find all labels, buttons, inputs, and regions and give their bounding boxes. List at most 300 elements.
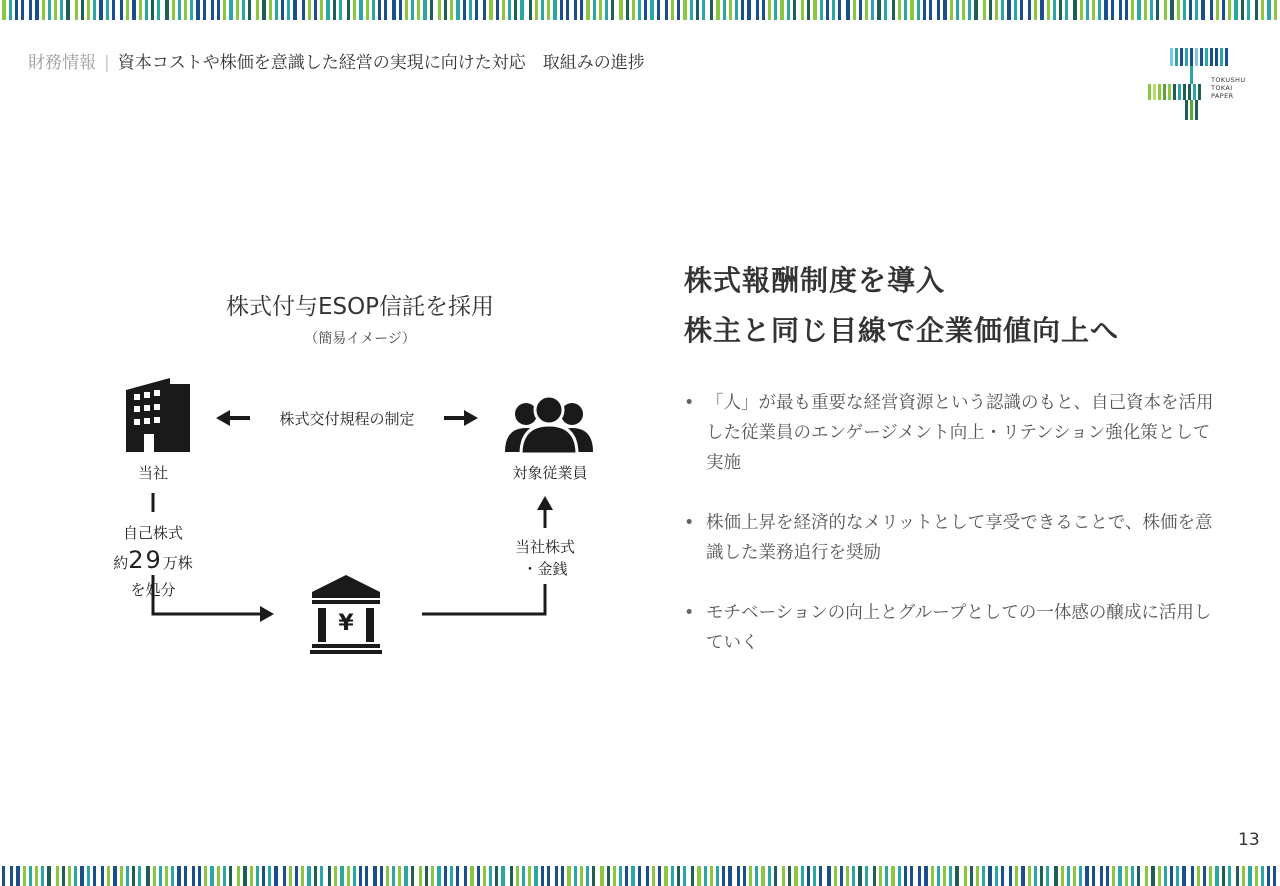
stripe-bar [431, 866, 434, 886]
stripe-bar [918, 866, 921, 886]
stripe-bar [755, 866, 758, 886]
stripe-bar [723, 0, 726, 20]
stripe-bar [859, 0, 862, 20]
bullet-list [684, 388, 1224, 688]
stripe-bar [955, 866, 959, 886]
stripe-bar [937, 0, 940, 20]
distribution-line-2: ・金銭 [522, 560, 568, 578]
stripe-bar [334, 866, 337, 886]
stripe-bar [988, 866, 992, 886]
stripe-bar [964, 866, 967, 886]
stripe-bar [877, 0, 881, 20]
stripe-bar [301, 866, 304, 886]
stripe-bar [464, 866, 467, 886]
stripe-bar [801, 0, 804, 20]
stripe-bar [898, 866, 901, 886]
stripe-bar [1073, 866, 1076, 886]
bottom-stripe-band [0, 866, 1280, 886]
stripe-bar [456, 866, 459, 886]
stripe-bar [891, 866, 895, 886]
stripe-bar [586, 866, 589, 886]
page-number: 13 [1238, 830, 1260, 850]
stripe-bar [1067, 866, 1070, 886]
stripe-bar [1248, 866, 1252, 886]
stripe-bar [858, 866, 862, 886]
stripe-bar [237, 866, 240, 886]
stripe-bar [704, 866, 707, 886]
stripe-bar [501, 866, 505, 886]
stripe-bar [444, 866, 447, 886]
stripe-bar [949, 866, 952, 886]
stripe-bar [1054, 866, 1058, 886]
stripe-bar [353, 866, 356, 886]
disposal-number: 29 [128, 546, 163, 574]
stripe-bar [289, 866, 292, 886]
stripe-bar [87, 866, 90, 886]
stripe-bar [1170, 0, 1174, 20]
stripe-bar [741, 0, 744, 20]
stripe-bar [865, 0, 868, 20]
stripe-bar [340, 866, 344, 886]
stripe-bar [1111, 0, 1114, 20]
stripe-bar [774, 0, 777, 20]
distribution-label [490, 536, 600, 580]
stripe-bar [1255, 0, 1258, 20]
stripe-bar [138, 866, 141, 886]
logo-line-1: TOKUSHU [1211, 76, 1246, 84]
stripe-bar [295, 866, 298, 886]
stripe-bar [1104, 0, 1108, 20]
page-title: 資本コストや株価を意識した経営の実現に向けた対応 取組みの進捗 [117, 53, 645, 73]
stripe-bar [793, 0, 796, 20]
stripe-bar [1065, 0, 1068, 20]
stripe-bar [1106, 866, 1109, 886]
stripe-bar [788, 866, 791, 886]
stripe-bar [1176, 866, 1179, 886]
stripe-bar [483, 866, 486, 886]
stripe-bar [1080, 0, 1083, 20]
stripe-bar [1183, 0, 1186, 20]
stripe-bar [834, 866, 837, 886]
diagram-subtitle: （簡易イメージ） [304, 331, 416, 347]
stripe-bar [976, 866, 979, 886]
headline-line-1: 株式報酬制度を導入 [684, 264, 946, 297]
stripe-bar [728, 866, 732, 886]
stripe-bar [702, 0, 705, 20]
stripe-bar [722, 866, 725, 886]
stripe-bar [607, 866, 610, 886]
stripe-bar [398, 866, 401, 886]
stripe-bar [923, 0, 926, 20]
stripe-bar [989, 0, 992, 20]
stripe-bar [10, 866, 13, 886]
stripe-bar [404, 866, 408, 886]
logo-line-3: PAPER [1211, 92, 1234, 100]
disposal-arrow-head [260, 606, 274, 622]
stripe-bar [813, 0, 817, 20]
stripe-bar [1191, 866, 1194, 886]
stripe-bar [1222, 0, 1225, 20]
stripe-bar [762, 0, 765, 20]
stripe-bar [386, 866, 389, 886]
stripe-bar [392, 866, 395, 886]
stripe-bar [126, 866, 129, 886]
stripe-bar [41, 866, 44, 886]
stripe-bar [625, 866, 628, 886]
bullet-item: • モチベーションの向上とグループとしての一体感の醸成に活用していく [684, 598, 1224, 658]
stripe-bar [592, 866, 595, 886]
stripe-bar [198, 866, 201, 886]
diagram-title: 株式付与ESOP信託を採用 [225, 294, 495, 320]
stripe-bar [1028, 866, 1031, 886]
stripe-bar [541, 866, 544, 886]
stripe-bar [365, 866, 368, 886]
stripe-bar [1137, 866, 1140, 886]
stripe-bar [223, 866, 226, 886]
stripe-bar [819, 866, 822, 886]
stripe-bar [716, 866, 719, 886]
disposal-unit: 万株 [162, 554, 193, 572]
stripe-bar [737, 866, 740, 886]
stripe-bar [956, 0, 959, 20]
stripe-bar [101, 866, 104, 886]
stripe-bar [1100, 866, 1103, 886]
logo-vertical-bars [1185, 66, 1198, 120]
stripe-bar [950, 0, 953, 20]
stripe-bar [613, 866, 616, 886]
stripe-bar [832, 0, 835, 20]
stripe-bar [970, 866, 973, 886]
stripe-bar [768, 866, 771, 886]
stripe-bar [16, 866, 20, 886]
stripe-bar [646, 866, 649, 886]
stripe-bar [983, 0, 986, 20]
stripe-bar [555, 866, 558, 886]
stripe-bar [1236, 866, 1239, 886]
stripe-bar [683, 866, 686, 886]
stripe-bar [256, 866, 259, 886]
stripe-bar [243, 866, 247, 886]
stripe-bar [522, 866, 525, 886]
stripe-bar [29, 866, 32, 886]
stripe-bar [1201, 0, 1205, 20]
stripe-bar [885, 866, 888, 886]
stripe-bar [470, 866, 474, 886]
stripe-bar [619, 866, 622, 886]
stripe-bar [171, 866, 174, 886]
stripe-bar [307, 866, 311, 886]
stripe-bar [937, 866, 940, 886]
stripe-bar [153, 866, 156, 886]
stripe-bar [677, 866, 680, 886]
stripe-bar [1137, 0, 1141, 20]
relation-label: 株式交付規程の制定 [279, 410, 415, 428]
stripe-bar [210, 866, 214, 886]
headline-line-2: 株主と同じ目線で企業価値向上へ [684, 314, 1120, 347]
stripe-bar [743, 866, 746, 886]
stripe-bar [1261, 866, 1264, 886]
stripe-bar [177, 866, 181, 886]
stripe-bar [840, 866, 843, 886]
stripe-bar [898, 0, 901, 20]
stripe-bar [697, 866, 701, 886]
stripe-bar [1150, 0, 1153, 20]
stripe-bar [132, 866, 135, 886]
stripe-bar [1125, 0, 1128, 20]
stripe-bar [917, 0, 920, 20]
stripe-bar [1273, 866, 1276, 886]
stripe-bar [450, 866, 453, 886]
employees-label: 対象従業員 [512, 464, 588, 482]
bullet-item: • 「人」が最も重要な経営資源という認識のもと、自己資本を活用した従業員のエンゲージメント向上・リテンション強化策として実施 [684, 388, 1224, 478]
stripe-bar [425, 866, 428, 886]
stripe-bar [1197, 866, 1200, 886]
stripe-bar [328, 866, 331, 886]
stripe-bar [794, 866, 798, 886]
stripe-bar [658, 866, 661, 886]
logo-line-2: TOKAI [1211, 84, 1233, 92]
stripe-bar [1228, 866, 1231, 886]
disposal-prefix: 約 [113, 554, 129, 572]
stripe-bar [768, 0, 771, 20]
stripe-bar [1040, 866, 1043, 886]
stripe-bar [419, 866, 422, 886]
stripe-bar [477, 866, 480, 886]
section-label: 財務情報 [28, 53, 96, 73]
stripe-bar [774, 866, 777, 886]
stripe-bar [113, 866, 117, 886]
stripe-bar [80, 866, 84, 886]
stripe-bar [652, 866, 655, 886]
stripe-bar [359, 866, 362, 886]
stripe-bar [528, 866, 531, 886]
stripe-bar [1274, 0, 1277, 20]
yen-symbol: ¥ [338, 611, 354, 636]
stripe-bar [1164, 0, 1167, 20]
building-icon [126, 378, 190, 452]
stripe-bar [1086, 0, 1089, 20]
stripe-bar [1001, 866, 1004, 886]
stripe-bar [820, 0, 823, 20]
disposal-line-3: を処分 [130, 581, 176, 599]
stripe-bar [671, 866, 674, 886]
stripe-bar [813, 866, 816, 886]
stripe-bar [268, 866, 271, 886]
stripe-bar [107, 866, 110, 886]
stripe-bar [1267, 0, 1271, 20]
stripe-bar [1215, 866, 1219, 886]
stripe-bar [761, 866, 765, 886]
stripe-bar [1009, 866, 1012, 886]
logo-wordmark [1211, 76, 1246, 100]
stripe-bar [1189, 0, 1192, 20]
stripe-bar [995, 0, 998, 20]
stripe-bar [23, 866, 26, 886]
stripe-bar [1118, 866, 1122, 886]
stripe-bar [1034, 0, 1037, 20]
stripe-bar [1079, 866, 1082, 886]
stripe-bar [1073, 0, 1077, 20]
stripe-bar [710, 0, 713, 20]
stripe-bar [146, 866, 150, 886]
stripe-bar [1053, 0, 1056, 20]
people-icon [505, 396, 593, 454]
headline [684, 256, 1119, 356]
stripe-bar [904, 866, 907, 886]
stripe-bar [1255, 866, 1258, 886]
stripe-bar [1047, 0, 1050, 20]
stripe-bar [943, 866, 946, 886]
stripe-bar [437, 866, 441, 886]
stripe-bar [924, 866, 928, 886]
stripe-bar [1046, 866, 1049, 886]
stripe-bar [567, 866, 571, 886]
stripe-bar [120, 866, 123, 886]
stripe-bar [1131, 866, 1134, 886]
stripe-bar [691, 866, 694, 886]
stripe-bar [561, 866, 564, 886]
stripe-bar [1177, 0, 1180, 20]
stripe-bar [910, 0, 914, 20]
stripe-bar [943, 0, 947, 20]
stripe-bar [62, 866, 65, 886]
stripe-bar [56, 866, 59, 886]
stripe-bar [1222, 866, 1225, 886]
stripe-bar [968, 0, 971, 20]
stripe-bar [787, 0, 790, 20]
stripe-bar [853, 0, 856, 20]
company-label: 当社 [137, 464, 168, 482]
stripe-bar [871, 0, 874, 20]
stripe-bar [516, 866, 519, 886]
stripe-bar [974, 0, 978, 20]
stripe-bar [165, 866, 168, 886]
stripe-bar [1267, 866, 1270, 886]
stripe-bar [1125, 866, 1128, 886]
stripe-bar [320, 866, 323, 886]
logo-top-bars [1170, 48, 1228, 66]
stripe-bar [1112, 866, 1115, 886]
stripe-bar [1242, 866, 1245, 886]
stripe-bar [747, 0, 751, 20]
stripe-bar [826, 0, 829, 20]
stripe-bar [1234, 0, 1238, 20]
stripe-bar [1092, 0, 1095, 20]
stripe-bar [93, 866, 96, 886]
stripe-bar [1210, 0, 1213, 20]
stripe-bar [192, 866, 195, 886]
stripe-bar [68, 866, 71, 886]
stripe-bar [756, 0, 759, 20]
stripe-bar [1182, 866, 1186, 886]
stripe-bar [1156, 0, 1159, 20]
stripe-bar [716, 0, 720, 20]
stripe-bar [314, 866, 317, 886]
stripe-bar [380, 866, 383, 886]
stripe-bar [838, 0, 841, 20]
stripe-bar [411, 866, 414, 886]
distribution-arrow-head [537, 496, 553, 510]
stripe-bar [1001, 0, 1004, 20]
stripe-bar [1061, 866, 1064, 886]
stripe-bar [982, 866, 985, 886]
stripe-bar [884, 0, 887, 20]
stripe-bar [1015, 866, 1018, 886]
stripe-bar [929, 0, 932, 20]
stripe-bar [749, 866, 752, 886]
stripe-bar [1228, 0, 1231, 20]
stripe-bar [892, 0, 895, 20]
stripe-bar [1098, 0, 1101, 20]
stripe-bar [1020, 0, 1023, 20]
stripe-bar [846, 0, 850, 20]
stripe-bar [879, 866, 882, 886]
stripe-bar [780, 0, 784, 20]
disposal-label [88, 520, 218, 604]
stripe-bar [1119, 0, 1122, 20]
stripe-bar [846, 866, 849, 886]
stripe-bar [2, 866, 5, 886]
stripe-bar [1021, 866, 1025, 886]
stripe-bar [1034, 866, 1037, 886]
stripe-bar [1209, 866, 1212, 886]
stripe-bar [865, 866, 868, 886]
stripe-bar [1085, 866, 1089, 886]
stripe-bar [807, 0, 810, 20]
stripe-bar [995, 866, 998, 886]
stripe-bar [510, 866, 513, 886]
stripe-bar [35, 866, 38, 886]
stripe-bar [1028, 0, 1031, 20]
bullet-item: • 株価上昇を経済的なメリットとして享受できることで、株価を意識した業務追行を奨励 [684, 508, 1224, 568]
stripe-bar [1040, 0, 1044, 20]
distribution-line-1: 当社株式 [514, 538, 575, 556]
stripe-bar [1170, 866, 1173, 886]
stripe-bar [1216, 0, 1219, 20]
stripe-bar [1241, 0, 1244, 20]
stripe-bar [910, 866, 913, 886]
stripe-bar [534, 866, 538, 886]
header-separator: | [104, 53, 110, 73]
stripe-bar [1195, 0, 1198, 20]
stripe-bar [204, 866, 207, 886]
stripe-bar [710, 866, 713, 886]
stripe-bar [74, 866, 77, 886]
stripe-bar [631, 866, 635, 886]
stripe-bar [262, 866, 265, 886]
stripe-bar [347, 866, 350, 886]
stripe-bar [495, 866, 498, 886]
stripe-bar [1261, 0, 1264, 20]
logo-mid-bars [1148, 84, 1201, 100]
stripe-bar [1203, 866, 1206, 886]
stripe-bar [1164, 866, 1167, 886]
stripe-bar [600, 866, 604, 886]
stripe-bar [1144, 0, 1147, 20]
stripe-bar [735, 0, 738, 20]
disposal-line-1: 自己株式 [122, 524, 183, 542]
stripe-bar [873, 866, 876, 886]
stripe-bar [574, 866, 577, 886]
stripe-bar [638, 866, 641, 886]
stripe-bar [547, 866, 550, 886]
stripe-bar [1007, 0, 1011, 20]
stripe-bar [664, 866, 668, 886]
stripe-bar [1014, 0, 1017, 20]
stripe-bar [782, 866, 785, 886]
stripe-bar [283, 866, 286, 886]
stripe-bar [250, 866, 253, 886]
